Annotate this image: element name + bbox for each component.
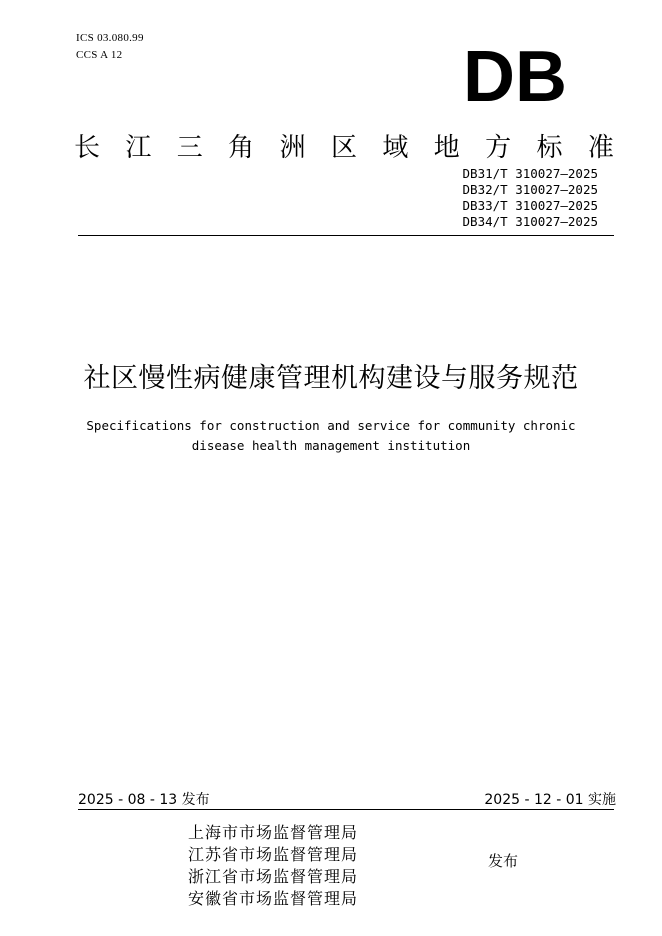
- standard-code: DB34/T 310027—2025: [462, 214, 598, 229]
- org-title-char: 地: [433, 133, 460, 163]
- publish-date: 2025 - 08 - 13 发布: [78, 792, 210, 808]
- english-title-line: Specifications for construction and service for community chronic: [86, 418, 576, 433]
- db-logo: [462, 46, 568, 104]
- org-title-char: 三: [176, 133, 203, 163]
- issuer: 上海市市场监督管理局: [188, 823, 359, 842]
- issuing-authorities: [188, 822, 358, 910]
- issuer: 浙江省市场监督管理局: [188, 867, 359, 886]
- org-title-char: 洲: [279, 133, 306, 163]
- standard-codes: [463, 166, 598, 230]
- english-title: [0, 416, 662, 456]
- org-title-char: 角: [228, 133, 255, 163]
- org-title-char: 长: [74, 133, 101, 163]
- org-title-char: 江: [125, 133, 152, 163]
- top-divider: [78, 235, 614, 236]
- document-title: 社区慢性病健康管理机构建设与服务规范: [83, 363, 579, 394]
- standard-code: DB33/T 310027—2025: [462, 198, 598, 213]
- bottom-divider: [78, 809, 614, 810]
- org-title-char: 区: [330, 133, 357, 163]
- svg-text:DB: DB: [463, 46, 567, 104]
- org-title-char: 准: [587, 133, 614, 163]
- ccs-code: CCS A 12: [76, 49, 123, 61]
- standard-code: DB31/T 310027—2025: [462, 166, 598, 181]
- issuer: 江苏省市场监督管理局: [188, 845, 359, 864]
- org-title-char: 方: [485, 133, 512, 163]
- english-title-line: disease health management institution: [191, 438, 471, 453]
- standard-code: DB32/T 310027—2025: [462, 182, 598, 197]
- issue-label: 发布: [488, 852, 519, 870]
- org-title: [74, 127, 614, 164]
- org-title-char: 域: [382, 133, 409, 163]
- org-title-char: 标: [536, 133, 563, 163]
- issuer: 安徽省市场监督管理局: [188, 889, 359, 908]
- ics-code: ICS 03.080.99: [76, 32, 144, 44]
- implement-date: 2025 - 12 - 01 实施: [484, 792, 616, 808]
